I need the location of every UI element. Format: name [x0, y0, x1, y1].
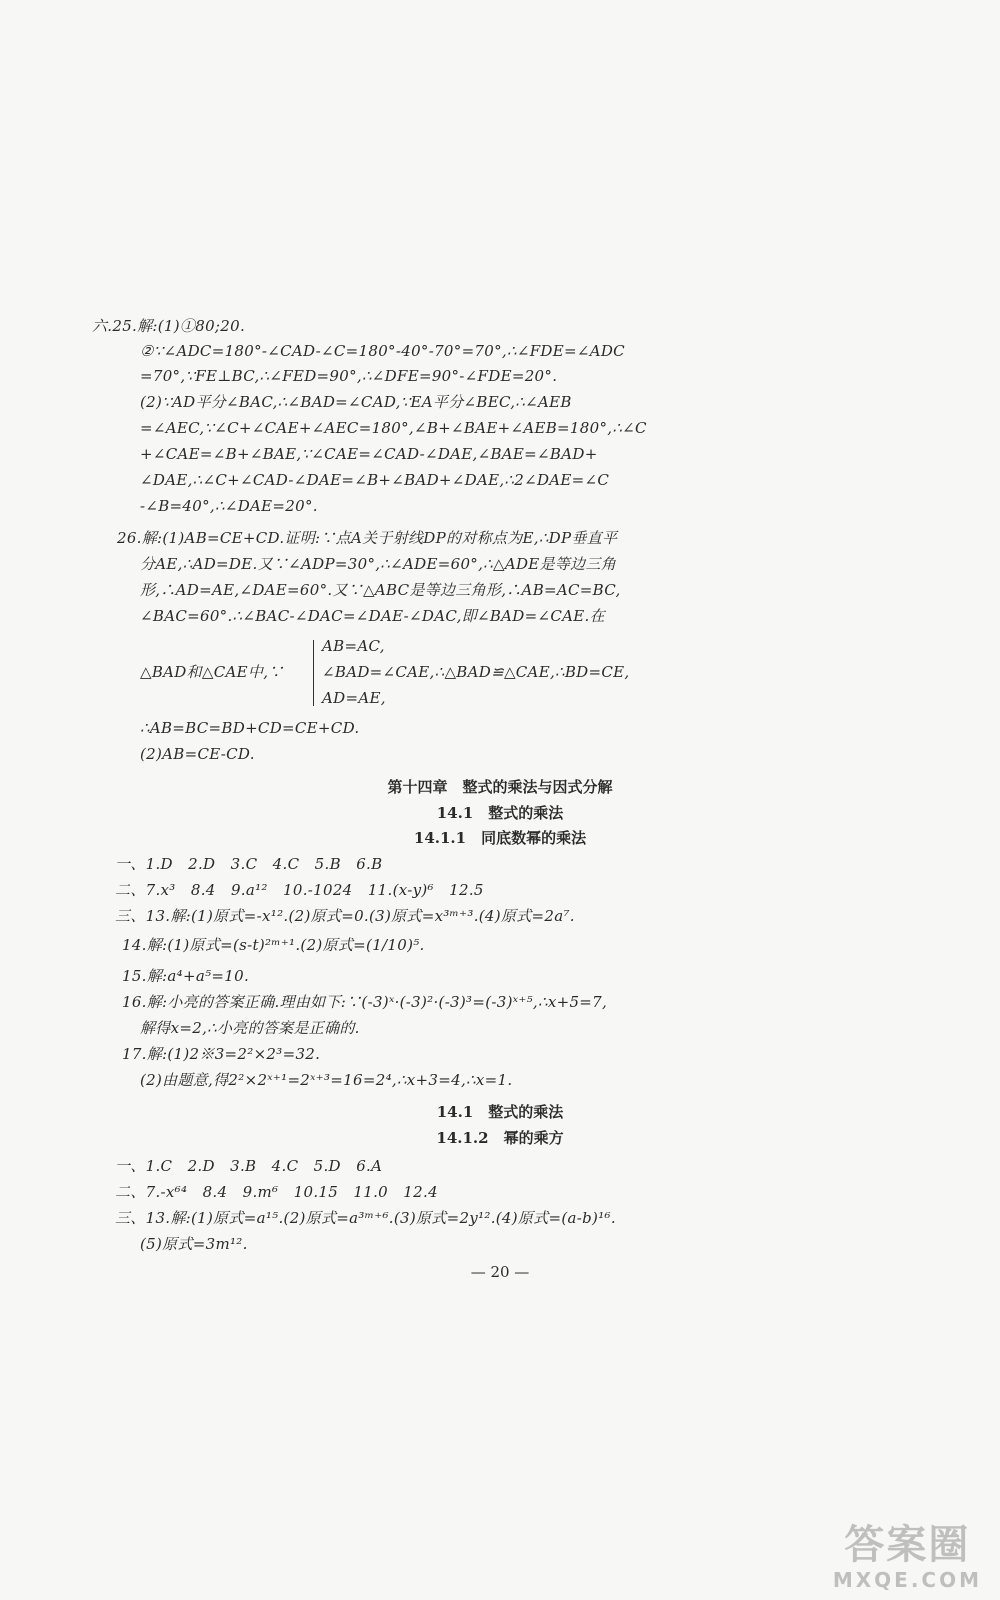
- line-25-3d: ∠DAE,∴∠C+∠CAD-∠DAE=∠B+∠BAD+∠DAE,∴2∠DAE=∠C: [140, 471, 610, 489]
- line-25-2b: =70°,∵FE⊥BC,∴∠FED=90°,∴∠DFE=90°-∠FDE=20°.: [140, 367, 558, 385]
- line-26-b: 分AE,∴AD=DE.又∵∠ADP=30°,∴∠ADE=60°,∴△ADE是等边三角: [140, 555, 617, 573]
- line-26-f: ∴AB=BC=BD+CD=CE+CD.: [140, 719, 360, 737]
- watermark-title: 答案圈: [844, 1522, 971, 1568]
- watermark-url: MXQE.COM: [832, 1568, 982, 1592]
- system-line-2: ∠BAD=∠CAE,∴△BAD≌△CAE,∴BD=CE,: [322, 663, 630, 681]
- line-25-3b: =∠AEC,∵∠C+∠CAE+∠AEC=180°,∠B+∠BAE+∠AEB=180°,∴∠C: [140, 419, 647, 437]
- line-13-b-5: (5)原式=3m¹².: [140, 1235, 248, 1253]
- line-26-c: 形,∴AD=AE,∠DAE=60°.又∵△ABC是等边三角形,∴AB=AC=BC,: [140, 581, 621, 599]
- fill-answers-1: 二、7.x³ 8.4 9.a¹² 10.-1024 11.(x-y)⁶ 12.5: [115, 881, 484, 899]
- line-17: 17.解:(1)2※3=2²×2³=32.: [122, 1045, 321, 1063]
- line-25-3a: (2)∵AD平分∠BAC,∴∠BAD=∠CAD,∵EA平分∠BEC,∴∠AEB: [140, 393, 572, 411]
- line-15: 15.解:a⁴+a⁵=10.: [122, 967, 250, 985]
- subsection-heading-1: 14.1.1 同底数幂的乘法: [413, 829, 587, 847]
- section-heading-1: 14.1 整式的乘法: [436, 804, 564, 822]
- line-26-e: △BAD和△CAE中,∵: [140, 663, 284, 681]
- section-heading-2: 14.1 整式的乘法: [436, 1103, 564, 1121]
- system-line-3: AD=AE,: [322, 689, 386, 707]
- line-14: 14.解:(1)原式=(s-t)²ᵐ⁺¹.(2)原式=(1/10)⁵.: [122, 936, 425, 954]
- subsection-heading-2: 14.1.2 幂的乘方: [436, 1129, 564, 1147]
- line-26-2: (2)AB=CE-CD.: [140, 745, 255, 763]
- system-line-1: AB=AC,: [322, 637, 385, 655]
- equation-system-brace: [313, 640, 314, 706]
- line-17-b: (2)由题意,得2²×2ˣ⁺¹=2ˣ⁺³=16=2⁴,∴x+3=4,∴x=1.: [140, 1071, 513, 1089]
- line-25: 六.25.解:(1)①80;20.: [92, 317, 246, 335]
- line-26-d: ∠BAC=60°.∴∠BAC-∠DAC=∠DAE-∠DAC,即∠BAD=∠CAE.在: [140, 607, 605, 625]
- mc-answers-2: 一、1.C 2.D 3.B 4.C 5.D 6.A: [115, 1157, 383, 1175]
- page-number: — 20 —: [470, 1263, 530, 1281]
- line-26: 26.解:(1)AB=CE+CD.证明:∵点A关于射线DP的对称点为E,∴DP垂直平: [117, 529, 618, 547]
- line-25-3c: +∠CAE=∠B+∠BAE,∵∠CAE=∠CAD-∠DAE,∠BAE=∠BAD+: [140, 445, 598, 463]
- line-16: 16.解:小亮的答案正确.理由如下:∵(-3)ˣ·(-3)²·(-3)³=(-3)ˣ⁺⁵,∴x+5=7,: [122, 993, 608, 1011]
- line-25-3e: -∠B=40°,∴∠DAE=20°.: [140, 497, 318, 515]
- watermark-logo: [833, 1522, 982, 1592]
- mc-answers-1: 一、1.D 2.D 3.C 4.C 5.B 6.B: [115, 855, 383, 873]
- fill-answers-2: 二、7.-x⁶⁴ 8.4 9.m⁶ 10.15 11.0 12.4: [115, 1183, 438, 1201]
- line-25-2a: ②∵∠ADC=180°-∠CAD-∠C=180°-40°-70°=70°,∴∠FDE=∠ADC: [140, 342, 625, 360]
- line-13: 三、13.解:(1)原式=-x¹².(2)原式=0.(3)原式=x³ᵐ⁺³.(4)原式=2a⁷.: [115, 907, 575, 925]
- line-13-b: 三、13.解:(1)原式=a¹⁵.(2)原式=a³ᵐ⁺⁶.(3)原式=2y¹².(4)原式=(a-b)¹⁶.: [115, 1209, 616, 1227]
- line-16-b: 解得x=2,∴小亮的答案是正确的.: [140, 1019, 360, 1037]
- chapter-heading: 第十四章 整式的乘法与因式分解: [387, 778, 613, 796]
